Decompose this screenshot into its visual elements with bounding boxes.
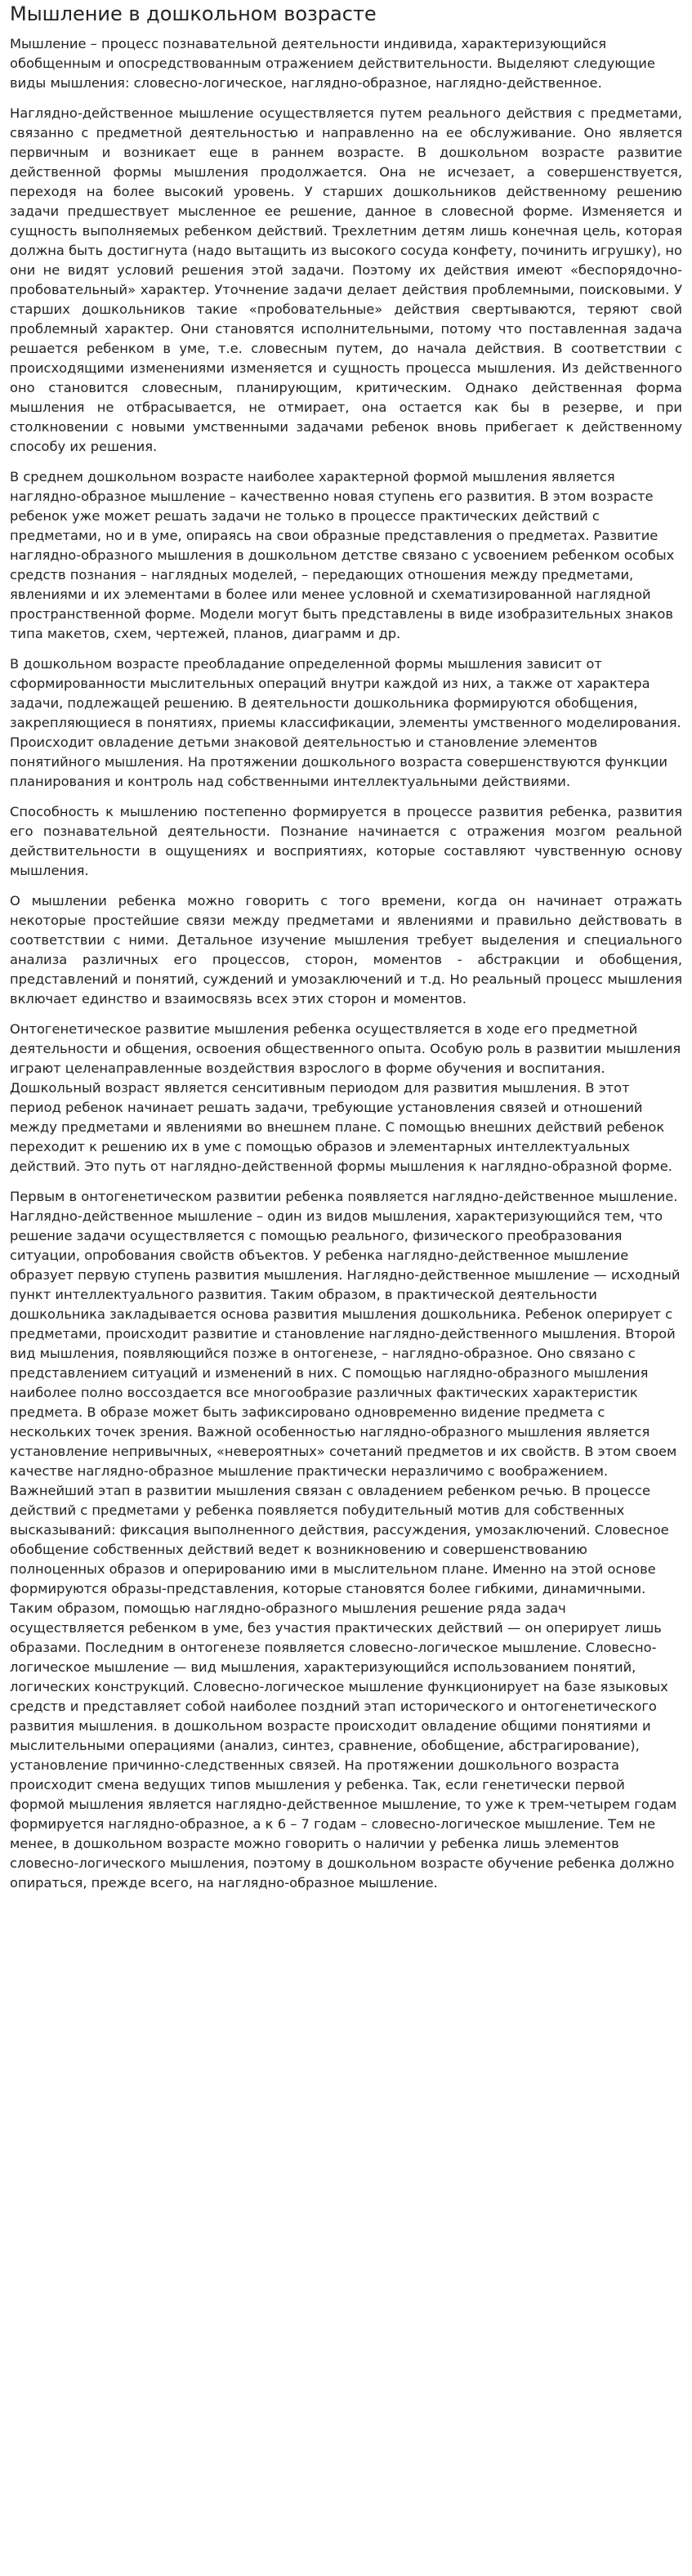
paragraph-visual-figurative: В среднем дошкольном возрасте наиболее характерной формой мышления является наглядно-образное мышление – качественно новая ступень его развития. В этом возрасте ребенок уже может решать задачи не только в процессе практических действий с предметами, но и в уме, опираясь на свои образные представления о предметах. Развитие наглядно-образного мышления в дошкольном детстве связано с усвоением ребенком особых средств познания – наглядных моделей, – передающих отношения между предметами, явлениями и их элементами в более или менее условной и схематизированной наглядной пространственной форме. Модели могут быть представлены в виде изобразительных знаков типа макетов, схем, чертежей, планов, диаграмм и др.: [10, 469, 675, 641]
page-title: Мышление в дошкольном возрасте: [10, 2, 377, 25]
paragraph-intro: Мышление – процесс познавательной деятельности индивида, характеризующийся обобщенным и опосредствованным отражением действительности. Выделяют следующие виды мышления: словесно-логическое, наглядно-образное, наглядно-действенное.: [10, 36, 655, 91]
paragraph-stages: Первым в онтогенетическом развитии ребенка появляется наглядно-действенное мышление. Наглядно-действенное мышление – один из видов мышления, характеризующийся тем, что решение задачи осуществляется с помощью реального, физического преобразования ситуации, опробования свойств объектов. У ребенка наглядно-действенное мышление образует первую ступень развития мышления. Наглядно-действенное мышление — исходный пункт интеллектуального развития. Таким образом, в практической деятельности дошкольника закладывается основа развития мышления дошкольника. Ребенок оперирует с предметами, происходит развитие и становление наглядно-действенного мышления. Второй вид мышления, появляющийся позже в онтогенезе, – наглядно-образное. Оно связано с представлением ситуаций и изменений в них. С помощью наглядно-образного мышления наиболее полно воссоздается все многообразие различных фактических характеристик предмета. В образе может быть зафиксировано одновременно видение предмета с нескольких точек зрения. Важной особенностью наглядно-образного мышления является установление непривычных, «невероятных» сочетаний предметов и их свойств. В этом своем качестве наглядно-образное мышление практически неразличимо с воображением. Важнейший этап в развитии мышления связан с овладением ребенком речью. В процессе действий с предметами у ребенка появляется побудительный мотив для собственных высказываний: фиксация выполненного действия, рассуждения, умозаключений. Словесное обобщение собственных действий ведет к возникновению и совершенствованию полноценных образов и оперированию ими в мыслительном плане. Именно на этой основе формируются образы-представления, которые становятся более гибкими, динамичными. Таким образом, помощью наглядно-образного мышления решение ряда задач осуществляется ребенком в уме, без участия практических действий — он оперирует лишь образами. Последним в онтогенезе появляется словесно-логическое мышление. Словесно-логическое мышление — вид мышления, характеризующийся использованием понятий, логических конструкций. Словесно-логическое мышление функционирует на базе языковых средств и представляет собой наиболее поздний этап исторического и онтогенетического развития мышления. в дошкольном возрасте происходит овладение общими понятиями и мыслительными операциями (анализ, синтез, сравнение, обобщение, абстрагирование), установление причинно-следственных связей. На протяжении дошкольного возраста происходит смена ведущих типов мышления у ребенка. Так, если генетически первой формой мышления является наглядно-действенное мышление, то уже к трем-четырем годам формируется наглядно-образное, а к 6 – 7 годам – словесно-логическое мышление. Тем не менее, в дошкольном возрасте можно говорить о наличии у ребенка лишь элементов словесно-логического мышления, поэтому в дошкольном возрасте обучение ребенка должно опираться, прежде всего, на наглядно-образное мышление.: [10, 1189, 681, 1891]
paragraph-ability: Способность к мышлению постепенно формируется в процессе развития ребенка, развития его познавательной деятельности. Познание начинается с отражения мозгом реальной действительности в ощущениях и восприятиях, которые составляют чувственную основу мышления.: [10, 804, 682, 878]
paragraph-child-thinking: О мышлении ребенка можно говорить с того времени, когда он начинает отражать некоторые простейшие связи между предметами и явлениями и правильно действовать в соответствии с ними. Детальное изучение мышления требует выделения и специального анализа различных его процессов, сторон, моментов - абстракции и обобщения, представлений и понятий, суждений и умозаключений и т.д. Но реальный процесс мышления включает единство и взаимосвязь всех этих сторон и моментов.: [10, 893, 682, 1007]
paragraph-ontogenetic: Онтогенетическое развитие мышления ребенка осуществляется в ходе его предметной деятельности и общения, освоения общественного опыта. Особую роль в развитии мышления играют целенаправленные воздействия взрослого в форме обучения и воспитания. Дошкольный возраст является сенситивным периодом для развития мышления. В этот период ребенок начинает решать задачи, требующие установления связей и отношений между предметами и явлениями во внешнем плане. С помощью внешних действий ребенок переходит к решению их в уме с помощью образов и элементарных интеллектуальных действий. Это путь от наглядно-действенной формы мышления к наглядно-образной форме.: [10, 1021, 681, 1174]
paragraph-preschool-forms: В дошкольном возрасте преобладание определенной формы мышления зависит от сформированности мыслительных операций внутри каждой из них, а также от характера задачи, подлежащей решению. В деятельности дошкольника формируются обобщения, закрепляющиеся в понятиях, приемы классификации, элементы умственного моделирования. Происходит овладение детьми знаковой деятельностью и становление элементов понятийного мышления. На протяжении дошкольного возраста совершенствуются функции планирования и контроль над собственными интеллектуальными действиями.: [10, 656, 681, 789]
article: [0, 2, 692, 1912]
paragraph-visual-action: Наглядно-действенное мышление осуществляется путем реального действия с предметами, связанно с предметной деятельностью и направленно на ее обслуживание. Оно является первичным и возникает еще в раннем возрасте. В дошкольном возрасте развитие действенной формы мышления продолжается. Она не исчезает, а совершенствуется, переходя на более высокий уровень. У старших дошкольников действенному решению задачи предшествует мысленное ее решение, данное в словесной форме. Изменяется и сущность выполняемых ребенком действий. Трехлетним детям лишь конечная цель, которая должна быть достигнута (надо вытащить из высокого сосуда конфету, починить игрушку), но они не видят условий решения этой задачи. Поэтому их действия имеют «беспорядочно-пробовательный» характер. Уточнение задачи делает действия проблемными, поисковыми. У старших дошкольников такие «пробовательные» действия свертываются, теряют свой проблемный характер. Они становятся исполнительными, потому что поставленная задача решается ребенком в уме, т.е. словесным путем, до начала действия. В соответствии с происходящими изменениями изменяется и сущность процесса мышления. Из действенного оно становится словесным, планирующим, критическим. Однако действенная форма мышления не отбрасывается, не отмирает, она остается как бы в резерве, и при столкновении с новыми умственными задачами ребенок вновь прибегает к действенному способу их решения.: [10, 105, 682, 454]
